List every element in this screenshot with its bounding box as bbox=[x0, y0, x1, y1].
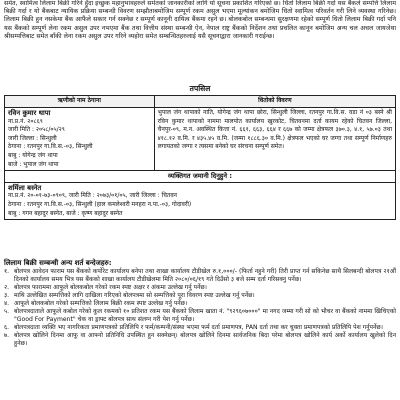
guarantor-relatives: बाबु : गगन बहादुर बस्नेत, बाजे : कृष्ण बहादुर बस्नेत bbox=[8, 209, 123, 217]
term-number: ४. bbox=[4, 300, 10, 308]
borrower-name: रविन कुमार थापा bbox=[8, 109, 51, 117]
borrower-district: जारी जिल्ला : सिन्धुली bbox=[8, 134, 57, 142]
borrower-grandfather: बाजे : भुपाल जंग थापा bbox=[8, 160, 59, 168]
term-number: १. bbox=[4, 268, 10, 275]
term-item bbox=[4, 300, 396, 308]
borrower-address: ठेगाना : रतनपुर गा.वि.स.-०३, सिन्धुली bbox=[8, 143, 93, 151]
term-item bbox=[4, 284, 396, 292]
guarantor-title: व्यक्तिगत जमानी दिनुहुने : bbox=[5, 171, 396, 183]
borrower-cell bbox=[5, 108, 155, 171]
term-item bbox=[4, 324, 396, 332]
term-text: माथि उल्लेखित सम्पत्तिको लागि दाखिला गरिएको बोलपत्रमा सो सम्पत्तिको पूरा विवरण स्पष्ट उल्लेख गर्नु पर्नेछ। bbox=[14, 291, 255, 299]
details-table bbox=[4, 95, 396, 220]
term-item bbox=[4, 308, 396, 323]
guarantor-address: ठेगाना : रतनपुर गा.वि.स.-०३, सिन्धुली (हाल कमलेश्वरी मनहरा न.पा.-०३, गोदावरी) bbox=[8, 200, 192, 208]
borrower-father: बाबु : योगेन्द्र जंग थापा bbox=[8, 151, 58, 159]
term-item bbox=[4, 292, 396, 300]
term-text: बोलपत्रदाता व्यक्ति भए नागरिकता प्रमाणपत्रको प्रतिलिपि र फर्म/कम्पनी/संस्था भएमा फर्म दर्ता प्रमाणपत्र, PAN दर्ता तथा कर चुक्ता प्रमाणपत्रको प्रतिलिपि पेश गर्नुपर्नेछ। bbox=[14, 324, 383, 332]
terms-list bbox=[4, 268, 396, 348]
term-number: २. bbox=[4, 283, 10, 291]
term-text: बोलपत्र फाराममा आफूले बोलकबोल गरेको रकम स्पष्ट अक्षर र अंकमा उल्लेख गर्नु पर्नेछ। bbox=[14, 283, 207, 291]
collateral-cell: भुपाल जंग थापाको नाति, योगेन्द्र जंग थापा छोरा, सिन्धुली जिल्ला, रतनपुर गा.वि.स. वडा नं ०३ बस्ने श्री रविन कुमार थापाको नाममा मालपोत कार्यालय खुरकोट, चितवनमा दर्ता कायम रहेको चितवन जिल्ला, चैनपुर-०९, म.न. अवस्थित कित्ता नं. ६६१, ६६३, ६६४ र ६६७ को जम्मा क्षेत्रफल ३७०.३, ४.१, ५७.०३ तथा ४१८.१२ व.मि. र ४३५.४५ व.मि. (जम्मा १८८६.३० व.मि.) क्षेत्रफल भएको घर जग्गा तथा सम्पूर्ण निर्माणहरु लगायतको जग्गा र त्यसमा बनेको घर संरचना सम्पूर्ण समेत। bbox=[154, 108, 395, 171]
col-header-collateral: धितोको विवरण bbox=[154, 96, 395, 108]
term-item bbox=[4, 332, 396, 347]
intro-paragraph: समेत, स्वामित्व लिलाम बिक्री गरिने हुँदा इच्छुक महानुभावहरुले समेतको जानकारीको लागि यो सूचना प्रकाशित गरिएको छ। धितो लिलाम बिक्री गर्दा यस बैंकले सम्पत्ति लिलाम बिक्री गर्दा र यो बैंकबाट न्यायिक प्रक्रिया सम्बन्धी विवरण सम्झौताबमोजिम सम्पूर्ण रकम असुल भएमा मूल्यांकन बमोजिम धितो स्वामित्व परिवर्तन गरी लिने व्यवस्था गरिनेछ। लिलाम बिक्री हुन नसकेमा बैंक आफैंले सकार गर्न सक्नेछ र सम्पूर्ण कानूनी दायित्व बैंकमा रहने छ। बोलकबोल सम्बन्धमा सुरक्षणमा रहेको सम्पूर्ण धितो लिलाम बिक्री गर्दा पनि यस बैंकको सम्पूर्ण लेना रकम असुल उपर नभएमा बैंक तथा वित्तीय संस्था सम्बन्धी ऐन, नेपाल राष्ट्र बैंकको निर्देशन तथा प्रचलित कानून बमोजिम अन्य चल अचल जायजेथा श्रीसम्पत्तिबाट समेत बाँकी लेना रकम असुल उपर गरिने व्यहोरा समेत सम्बन्धितहरुलाई यसै सूचनाद्वारा जानकारी गराईन्छ। bbox=[4, 0, 396, 40]
term-number: ३. bbox=[4, 291, 10, 299]
guarantor-cell bbox=[5, 182, 396, 219]
term-text: बोलपत्र आवेदन फाराम यस बैंकको कर्पोरेट कार्यालय बनेपा तथा शाखा कार्यालय टौडीखेल रु.१,०००/- (फिर्ता नहुने गरी) तिरी प्राप्त गर्न सकिनेछ साथै सिलबन्दी बोलपत्र २१औं दिनको कार्यालय समय भित्र यस बैंकको शाखा कार्यालय टौडीखेलमा मिति २०८०/०६/१९ गते दिउँसो ३ बजे सम्म दर्ता गरिसक्नु पर्नेछ। bbox=[14, 268, 396, 283]
terms-title: लिलाम बिक्री सम्बन्धी अन्य शर्त बन्देजहरु: bbox=[4, 259, 112, 267]
guarantor-name: शर्मिला बस्नेत bbox=[8, 183, 42, 192]
term-number: ५. bbox=[4, 308, 10, 316]
term-number: ६. bbox=[4, 324, 10, 332]
section-title: तपसिल bbox=[189, 84, 211, 93]
term-text: आफूले बोलकबोल गरेको सम्पत्तिको लिलाम बिक्री रकम स्पष्ट उल्लेख गर्नु पर्नेछ। bbox=[14, 300, 188, 308]
term-number: ७. bbox=[4, 332, 10, 340]
guarantor-citizenship: ना.प्र.नं. २०-०१-७३-०९०९, जारी मिति : २०७३/०१/०५, जारी जिल्ला : चितवन bbox=[8, 192, 177, 200]
term-text: बोलपत्र खोलिने दिनमा आफू वा आफ्नो प्रतिनिधि उपस्थित हुन सक्नेछन्। बोलपत्र खोलिने दिनमा सार्वजनिक बिदा परेमा बोलपत्र खोलिने कार्य अर्को कार्यालय खुलेको दिन हुनेछ। bbox=[14, 332, 396, 347]
borrower-citizenship: ना.प्र.नं. २०८६९ bbox=[8, 117, 43, 125]
col-header-borrower: ऋणीको नाम ठेगाना bbox=[5, 96, 155, 108]
borrower-issue-date: जारी मिति : २०५८/०५/२९ bbox=[8, 126, 65, 134]
term-text: बोलपत्रदाताले आफूले कबोल गरेको कुल रकमको १० प्रतिशत रकम यस बैंकको लिलाम खाता नं. "९२९६०७०००" मा नगद जम्मा गरी सो को भौचर वा बैंकको नाममा खिचिएको "Good For Payment" चेक वा ड्राफ्ट बोलपत्र साथ संलग्न गरी पेश गर्नु पर्नेछ। bbox=[14, 308, 396, 323]
term-item bbox=[4, 268, 396, 283]
